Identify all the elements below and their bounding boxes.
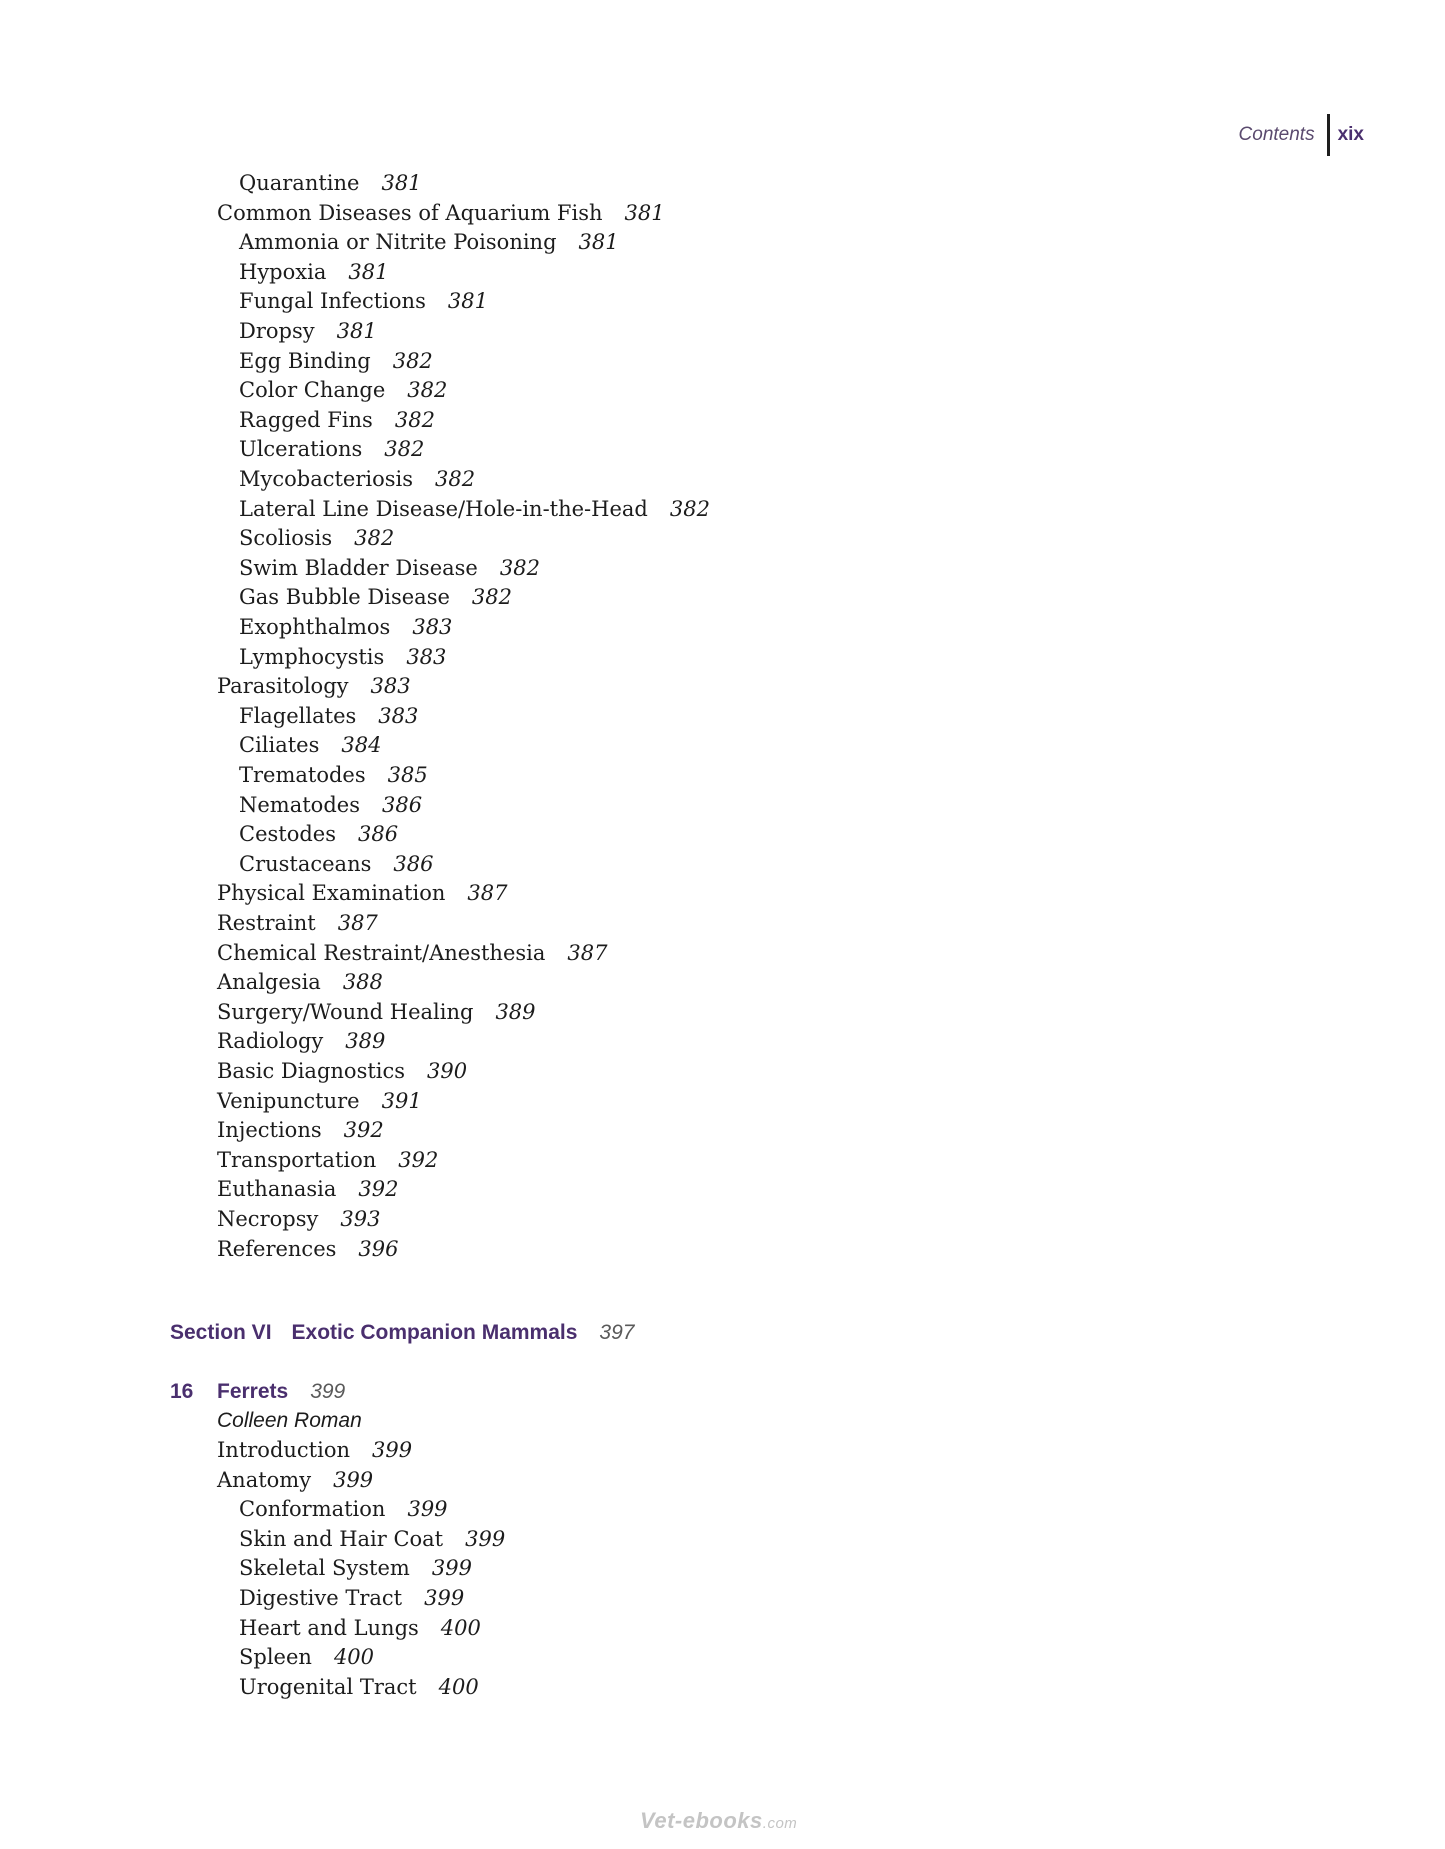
toc-entry-page: 396 [358, 1236, 399, 1261]
toc-entry-title: Necropsy [217, 1207, 319, 1231]
chapter-title: Ferrets [217, 1380, 289, 1403]
toc-entry-page: 386 [381, 792, 423, 817]
toc-entry[interactable] [239, 584, 512, 610]
toc-entry[interactable] [217, 1467, 373, 1493]
toc-entry-title: Parasitology [217, 674, 349, 699]
section-title: Exotic Companion Mammals [291, 1321, 578, 1344]
toc-entry-title: Lateral Line Disease/Hole-in-the-Head [239, 496, 648, 521]
toc-entry-title: Digestive Tract [239, 1586, 403, 1610]
toc-entry[interactable] [239, 377, 447, 403]
toc-entry[interactable] [239, 821, 398, 847]
toc-entry-page: 392 [358, 1177, 399, 1202]
chapter-page: 399 [310, 1380, 346, 1403]
toc-entry[interactable] [239, 1555, 472, 1581]
toc-entry-title: Introduction [217, 1438, 350, 1462]
toc-entry[interactable] [239, 1615, 481, 1641]
toc-entry[interactable] [239, 703, 418, 729]
toc-entry[interactable] [217, 1236, 399, 1262]
toc-entry-title: Quarantine [239, 171, 360, 195]
toc-entry[interactable] [239, 732, 381, 758]
toc-entry[interactable] [217, 1206, 380, 1232]
toc-entry-title: Spleen [239, 1645, 312, 1670]
toc-entry-title: Venipuncture [217, 1088, 360, 1113]
watermark-main: Vet-ebooks [640, 1808, 763, 1833]
toc-entry-page: 382 [435, 467, 476, 491]
toc-entry-title: Surgery/Wound Healing [217, 999, 474, 1024]
toc-entry-title: Swim Bladder Disease [239, 555, 478, 580]
toc-entry[interactable] [217, 1088, 422, 1114]
toc-entry-page: 382 [392, 348, 433, 373]
toc-entry-page: 382 [471, 585, 512, 610]
toc-entry[interactable] [239, 1644, 374, 1670]
running-header-label: Contents [1238, 124, 1315, 145]
toc-entry[interactable] [217, 1058, 467, 1084]
toc-entry-page: 393 [340, 1207, 381, 1231]
watermark-logo [640, 1808, 797, 1834]
toc-entry-page: 399 [465, 1526, 506, 1551]
toc-entry-title: Basic Diagnostics [217, 1059, 406, 1083]
toc-entry[interactable] [239, 318, 377, 344]
toc-entry-title: Mycobacteriosis [239, 467, 414, 491]
toc-entry-title: Anatomy [217, 1467, 312, 1492]
toc-entry-page: 400 [333, 1645, 375, 1670]
toc-entry-page: 381 [624, 200, 665, 225]
section-heading[interactable] [170, 1320, 634, 1346]
toc-entry[interactable] [239, 762, 428, 788]
toc-entry-page: 383 [370, 674, 411, 699]
toc-entry-title: Ammonia or Nitrite Poisoning [239, 230, 557, 255]
toc-entry-title: Skeletal System [239, 1556, 410, 1581]
toc-entry[interactable] [239, 792, 422, 818]
toc-entry-page: 382 [354, 526, 395, 551]
toc-entry-title: Conformation [239, 1497, 386, 1522]
toc-entry-title: Fungal Infections [239, 289, 426, 314]
toc-entry-title: Scoliosis [239, 526, 333, 551]
toc-entry[interactable] [239, 525, 394, 551]
toc-entry[interactable] [239, 466, 475, 492]
toc-entry-page: 392 [398, 1147, 439, 1172]
toc-entry-page: 399 [372, 1438, 413, 1462]
toc-entry-page: 400 [438, 1674, 479, 1699]
chapter-author: Colleen Roman [217, 1409, 362, 1432]
toc-entry-page: 382 [407, 378, 448, 403]
toc-entry[interactable] [239, 348, 433, 374]
toc-entry-page: 382 [669, 496, 710, 521]
toc-entry-page: 388 [342, 970, 383, 995]
toc-entry-page: 387 [567, 940, 608, 965]
page-number: xix [1337, 124, 1364, 145]
toc-entry-title: Hypoxia [239, 259, 327, 284]
toc-entry-title: Physical Examination [217, 881, 446, 906]
toc-entry-title: Color Change [239, 378, 386, 403]
toc-entry-title: Egg Binding [239, 348, 371, 373]
watermark-suffix: .com [762, 1815, 798, 1832]
toc-entry-title: Euthanasia [217, 1177, 337, 1202]
toc-entry[interactable] [217, 1028, 385, 1054]
toc-entry[interactable] [217, 1437, 412, 1463]
toc-entry-page: 389 [495, 999, 536, 1024]
toc-entry[interactable] [217, 1117, 384, 1143]
toc-entry-title: Skin and Hair Coat [239, 1526, 444, 1551]
toc-entry[interactable] [239, 229, 619, 255]
toc-entry-title: Restraint [217, 911, 316, 935]
toc-entry-page: 381 [578, 230, 619, 255]
toc-entry-title: Gas Bubble Disease [239, 585, 450, 610]
section-label: Section VI [170, 1321, 272, 1344]
toc-entry-page: 399 [431, 1556, 472, 1581]
toc-entry-page: 381 [447, 289, 488, 314]
toc-entry[interactable] [239, 851, 433, 877]
toc-entry-page: 382 [394, 407, 435, 432]
toc-entry[interactable] [217, 969, 383, 995]
toc-entry-page: 381 [381, 171, 422, 195]
toc-entry-page: 383 [378, 703, 419, 728]
toc-entry-page: 390 [427, 1059, 468, 1083]
toc-entry-page: 387 [337, 911, 378, 935]
toc-entry-title: Lymphocystis [239, 644, 385, 669]
toc-entry[interactable] [239, 614, 452, 640]
toc-entry-page: 392 [343, 1118, 384, 1143]
toc-entry-title: Heart and Lungs [239, 1615, 419, 1640]
toc-entry[interactable] [217, 200, 665, 226]
toc-entry-title: Ciliates [239, 733, 320, 758]
toc-entry-page: 385 [387, 763, 428, 787]
toc-entry-title: Injections [217, 1118, 322, 1143]
running-header [1239, 114, 1364, 156]
section-page: 397 [599, 1321, 635, 1344]
toc-entry-title: Common Diseases of Aquarium Fish [217, 200, 603, 225]
toc-entry-title: Dropsy [239, 319, 315, 343]
toc-entry[interactable] [239, 1496, 448, 1522]
toc-entry-page: 400 [440, 1615, 481, 1640]
toc-entry[interactable] [217, 1147, 438, 1173]
toc-entry-page: 381 [336, 319, 377, 343]
toc-entry[interactable] [217, 880, 507, 906]
toc-entry-page: 399 [333, 1467, 374, 1492]
toc-entry[interactable] [217, 999, 536, 1025]
toc-entry-title: Crustaceans [239, 851, 372, 876]
toc-entry-title: References [217, 1236, 337, 1261]
toc-entry[interactable] [217, 940, 608, 966]
toc-entry[interactable] [239, 1674, 479, 1700]
toc-entry[interactable] [239, 644, 446, 670]
toc-entry-title: Exophthalmos [239, 615, 391, 639]
toc-entry-page: 381 [348, 259, 389, 284]
toc-entry[interactable] [217, 1176, 399, 1202]
toc-entry-title: Trematodes [239, 763, 366, 787]
toc-entry-title: Ragged Fins [239, 407, 373, 432]
toc-entry-page: 384 [341, 733, 382, 758]
toc-entry-title: Nematodes [239, 792, 360, 817]
toc-entry[interactable] [239, 436, 424, 462]
toc-entry-title: Chemical Restraint/Anesthesia [217, 940, 546, 965]
toc-entry-page: 386 [393, 851, 434, 876]
toc-entry-title: Radiology [217, 1029, 324, 1054]
toc-entry[interactable] [239, 407, 435, 433]
toc-entry-page: 383 [412, 615, 453, 639]
toc-entry[interactable] [217, 910, 378, 936]
toc-entry[interactable] [239, 1526, 505, 1552]
toc-entry[interactable] [239, 170, 422, 196]
toc-entry-title: Transportation [217, 1147, 377, 1172]
toc-entry[interactable] [239, 288, 488, 314]
toc-entry-title: Cestodes [239, 822, 337, 847]
toc-entry-page: 382 [499, 555, 540, 580]
toc-entry-page: 387 [467, 881, 508, 906]
toc-entry[interactable] [239, 259, 388, 285]
chapter-number: 16 [170, 1380, 194, 1403]
chapter-heading[interactable] [170, 1379, 345, 1405]
toc-entry[interactable] [239, 555, 540, 581]
toc-entry-page: 391 [381, 1088, 422, 1113]
toc-entry-page: 382 [384, 437, 425, 462]
toc-entry[interactable] [239, 496, 710, 522]
toc-entry-page: 383 [406, 644, 447, 669]
toc-entry-title: Ulcerations [239, 437, 363, 462]
toc-entry-title: Flagellates [239, 703, 357, 728]
toc-entry[interactable] [239, 1585, 464, 1611]
toc-entry-page: 389 [345, 1029, 386, 1054]
toc-entry-page: 386 [358, 822, 399, 847]
toc-entry[interactable] [217, 673, 411, 699]
toc-entry-title: Urogenital Tract [239, 1674, 417, 1699]
toc-entry-page: 399 [424, 1586, 465, 1610]
toc-entry-page: 399 [407, 1497, 448, 1522]
toc-entry-title: Analgesia [217, 970, 321, 995]
